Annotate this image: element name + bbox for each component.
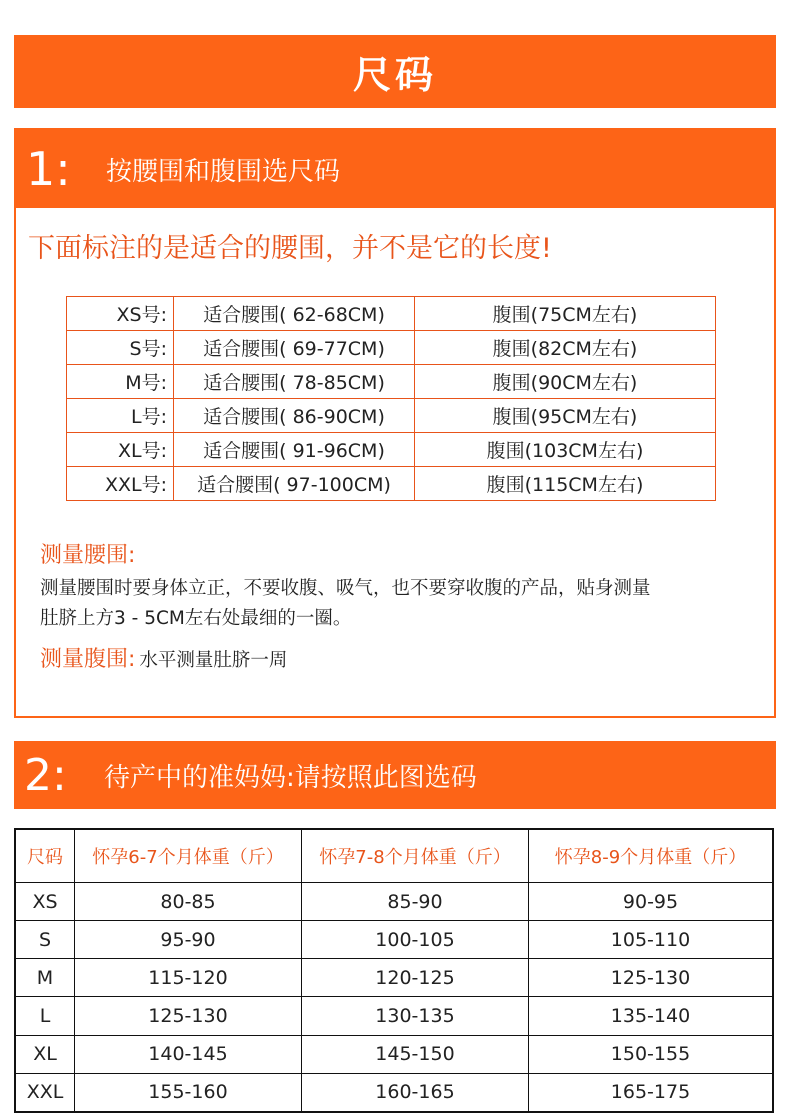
table-row [67, 467, 716, 501]
header-7-8-months: 怀孕7-8个月体重（斤） [302, 829, 529, 883]
waist-measure-line1: 测量腰围时要身体立正，不要收腹、吸气，也不要穿收腹的产品，贴身测量 [40, 578, 651, 599]
section1-title: 按腰围和腹围选尺码 [106, 156, 341, 187]
size-cell: XXL [15, 1073, 75, 1112]
size-cell: S号: [67, 331, 174, 365]
size-cell: XS号: [67, 297, 174, 331]
waist-cell: 适合腰围( 97-100CM) [174, 467, 415, 501]
table-row [15, 1073, 773, 1112]
waist-size-section [14, 128, 776, 718]
waist-measure-label: 测量腰围: [40, 543, 136, 568]
size-cell: M号: [67, 365, 174, 399]
header-8-9-months: 怀孕8-9个月体重（斤） [529, 829, 774, 883]
belly-measure [40, 642, 287, 673]
header-size: 尺码 [15, 829, 75, 883]
table-row [15, 1035, 773, 1073]
table-row [67, 433, 716, 467]
weight-cell: 150-155 [529, 1035, 774, 1073]
section1-number: 1: [26, 142, 71, 196]
waist-measure-text [40, 574, 740, 634]
waist-cell: 适合腰围( 62-68CM) [174, 297, 415, 331]
weight-cell: 90-95 [529, 883, 774, 921]
belly-measure-text: 水平测量肚脐一周 [139, 650, 288, 671]
weight-cell: 120-125 [302, 959, 529, 997]
section2-title: 待产中的准妈妈:请按照此图选码 [104, 762, 477, 793]
table-row [15, 883, 773, 921]
weight-cell: 135-140 [529, 997, 774, 1035]
size-cell: XL号: [67, 433, 174, 467]
table-row [67, 365, 716, 399]
weight-cell: 155-160 [75, 1073, 302, 1112]
pregnancy-size-table [14, 828, 774, 1113]
belly-cell: 腹围(90CM左右) [415, 365, 716, 399]
size-cell: L号: [67, 399, 174, 433]
section2-number: 2: [24, 749, 67, 801]
table-header-row [15, 829, 773, 883]
weight-cell: 80-85 [75, 883, 302, 921]
table-row [67, 297, 716, 331]
weight-cell: 140-145 [75, 1035, 302, 1073]
size-cell: S [15, 921, 75, 959]
belly-cell: 腹围(95CM左右) [415, 399, 716, 433]
page-title: 尺码 [14, 35, 776, 108]
weight-cell: 105-110 [529, 921, 774, 959]
weight-cell: 145-150 [302, 1035, 529, 1073]
waist-measure-line2: 肚脐上方3 - 5CM左右处最细的一圈。 [40, 608, 352, 629]
waist-cell: 适合腰围( 91-96CM) [174, 433, 415, 467]
waist-cell: 适合腰围( 86-90CM) [174, 399, 415, 433]
section1-header [16, 130, 774, 208]
waist-cell: 适合腰围( 78-85CM) [174, 365, 415, 399]
table-row [67, 399, 716, 433]
size-cell: L [15, 997, 75, 1035]
belly-cell: 腹围(82CM左右) [415, 331, 716, 365]
weight-cell: 95-90 [75, 921, 302, 959]
weight-cell: 125-130 [75, 997, 302, 1035]
table-row [15, 997, 773, 1035]
size-cell: XS [15, 883, 75, 921]
weight-cell: 165-175 [529, 1073, 774, 1112]
size-cell: M [15, 959, 75, 997]
weight-cell: 160-165 [302, 1073, 529, 1112]
size-cell: XL [15, 1035, 75, 1073]
table-row [67, 331, 716, 365]
waist-cell: 适合腰围( 69-77CM) [174, 331, 415, 365]
waist-size-table [66, 296, 716, 501]
size-cell: XXL号: [67, 467, 174, 501]
table-row [15, 959, 773, 997]
belly-cell: 腹围(75CM左右) [415, 297, 716, 331]
weight-cell: 100-105 [302, 921, 529, 959]
belly-cell: 腹围(103CM左右) [415, 433, 716, 467]
header-6-7-months: 怀孕6-7个月体重（斤） [75, 829, 302, 883]
weight-cell: 115-120 [75, 959, 302, 997]
weight-cell: 130-135 [302, 997, 529, 1035]
weight-cell: 125-130 [529, 959, 774, 997]
belly-measure-label: 测量腹围: [40, 647, 136, 672]
table-row [15, 921, 773, 959]
belly-cell: 腹围(115CM左右) [415, 467, 716, 501]
section2-header [14, 741, 776, 809]
notice-text: 下面标注的是适合的腰围，并不是它的长度! [28, 233, 552, 264]
weight-cell: 85-90 [302, 883, 529, 921]
